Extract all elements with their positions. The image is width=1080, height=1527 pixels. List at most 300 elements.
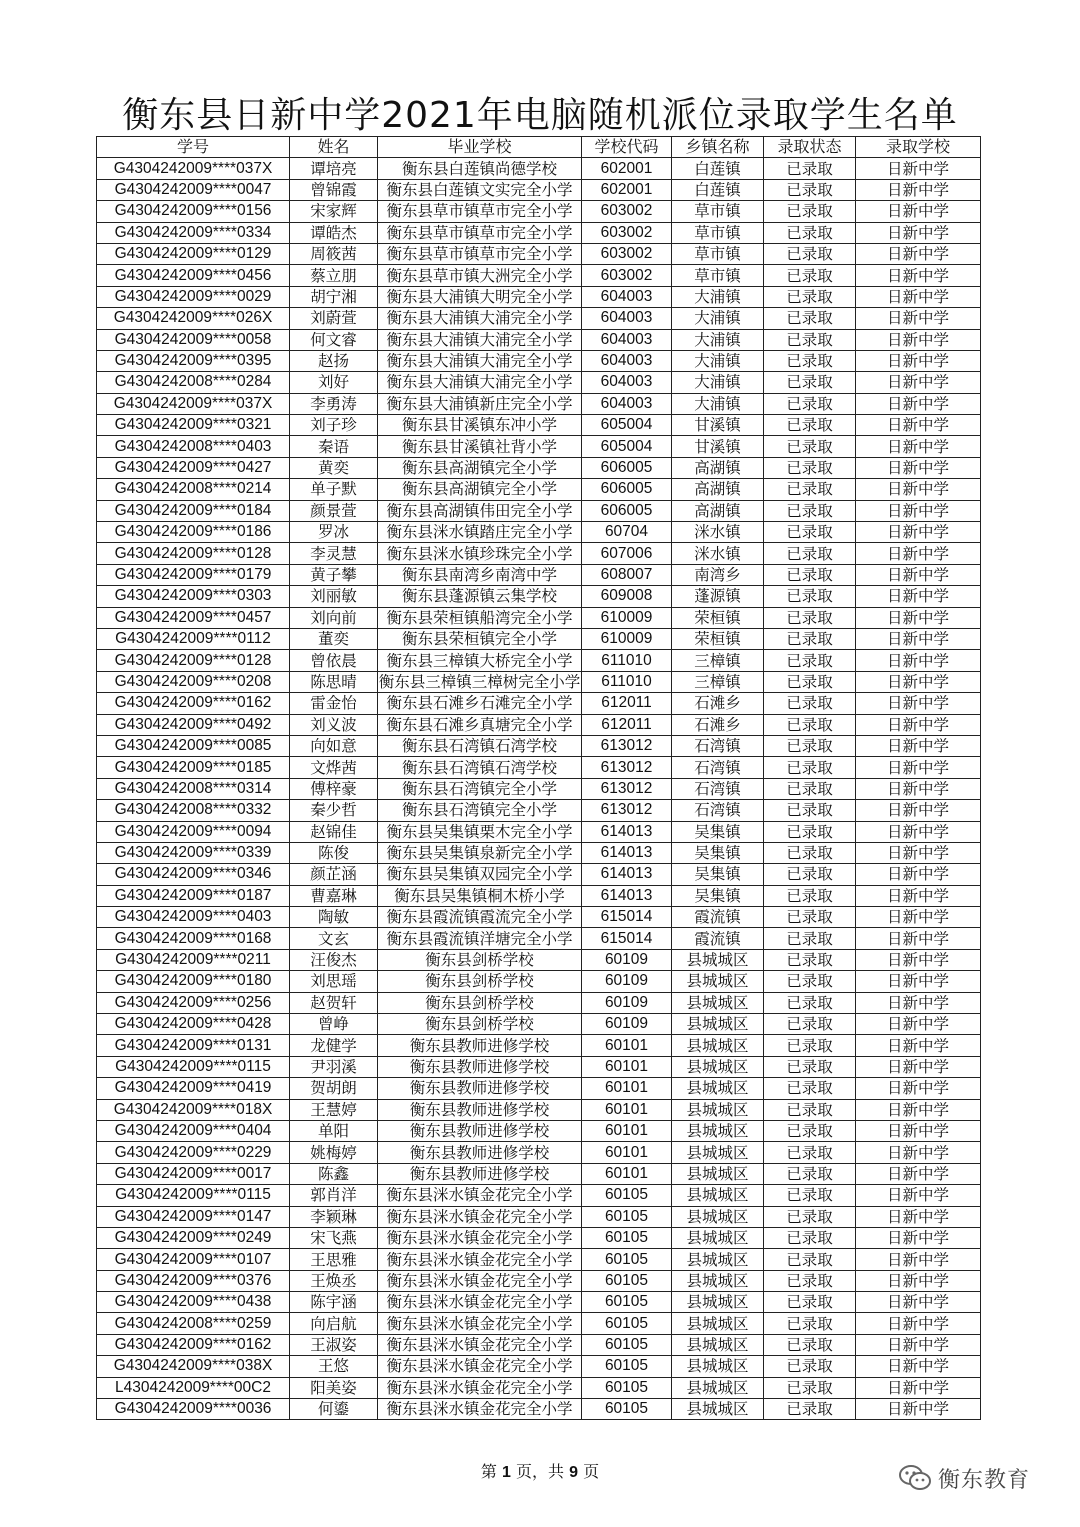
table-row <box>97 201 981 222</box>
table-body <box>97 158 981 1420</box>
admission-status-cell: 已录取 <box>764 1078 856 1099</box>
table-row <box>97 265 981 286</box>
town-cell: 县城城区 <box>672 1142 764 1163</box>
town-cell: 石湾镇 <box>672 735 764 756</box>
student-name-cell: 宋飞燕 <box>290 1227 378 1248</box>
school-code-cell: 611010 <box>582 671 672 692</box>
admitted-school-cell: 日新中学 <box>856 1313 981 1334</box>
admission-status-cell: 已录取 <box>764 500 856 521</box>
admitted-school-cell: 日新中学 <box>856 179 981 200</box>
graduation-school-cell: 衡东县洣水镇金花完全小学 <box>378 1399 582 1420</box>
table-row <box>97 650 981 671</box>
admitted-school-cell: 日新中学 <box>856 393 981 414</box>
student-name-cell: 何鎏 <box>290 1399 378 1420</box>
admission-status-cell: 已录取 <box>764 564 856 585</box>
graduation-school-cell: 衡东县洣水镇金花完全小学 <box>378 1185 582 1206</box>
town-cell: 县城城区 <box>672 992 764 1013</box>
admitted-school-cell: 日新中学 <box>856 1099 981 1120</box>
table-row <box>97 928 981 949</box>
student-name-cell: 刘向前 <box>290 607 378 628</box>
student-id-cell: G4304242009****0457 <box>97 607 290 628</box>
town-cell: 县城城区 <box>672 1249 764 1270</box>
school-code-cell: 604003 <box>582 329 672 350</box>
table-row <box>97 286 981 307</box>
admitted-school-cell: 日新中学 <box>856 265 981 286</box>
table-row <box>97 1056 981 1077</box>
footer-suffix: 页 <box>583 1462 600 1481</box>
table-row <box>97 800 981 821</box>
table-row <box>97 586 981 607</box>
school-code-cell: 60105 <box>582 1334 672 1355</box>
admission-status-cell: 已录取 <box>764 522 856 543</box>
student-name-cell: 陶敏 <box>290 907 378 928</box>
school-code-cell: 60109 <box>582 971 672 992</box>
table-header-row <box>97 137 981 158</box>
school-code-cell: 60105 <box>582 1227 672 1248</box>
school-code-cell: 614013 <box>582 885 672 906</box>
town-cell: 县城城区 <box>672 1185 764 1206</box>
student-id-cell: G4304242009****0334 <box>97 222 290 243</box>
graduation-school-cell: 衡东县吴集镇栗木完全小学 <box>378 821 582 842</box>
table-row <box>97 543 981 564</box>
admission-table <box>96 136 981 1420</box>
student-name-cell: 王悠 <box>290 1356 378 1377</box>
student-id-cell: G4304242009****0029 <box>97 286 290 307</box>
watermark-text: 衡东教育 <box>938 1467 1031 1493</box>
graduation-school-cell: 衡东县吴集镇双园完全小学 <box>378 864 582 885</box>
town-cell: 大浦镇 <box>672 350 764 371</box>
admission-status-cell: 已录取 <box>764 1334 856 1355</box>
admitted-school-cell: 日新中学 <box>856 1249 981 1270</box>
graduation-school-cell: 衡东县石湾镇完全小学 <box>378 778 582 799</box>
admitted-school-cell: 日新中学 <box>856 864 981 885</box>
table-row <box>97 1206 981 1227</box>
student-name-cell: 王焕丞 <box>290 1270 378 1291</box>
table-row <box>97 1163 981 1184</box>
admitted-school-cell: 日新中学 <box>856 1399 981 1420</box>
student-name-cell: 李勇涛 <box>290 393 378 414</box>
student-id-cell: G4304242009****0208 <box>97 671 290 692</box>
town-cell: 县城城区 <box>672 949 764 970</box>
student-id-cell: G4304242009****0492 <box>97 714 290 735</box>
admission-status-cell: 已录取 <box>764 308 856 329</box>
table-row <box>97 735 981 756</box>
student-id-cell: G4304242009****0438 <box>97 1292 290 1313</box>
admission-status-cell: 已录取 <box>764 329 856 350</box>
graduation-school-cell: 衡东县洣水镇金花完全小学 <box>378 1334 582 1355</box>
table-row <box>97 885 981 906</box>
graduation-school-cell: 衡东县石湾镇石湾学校 <box>378 757 582 778</box>
graduation-school-cell: 衡东县石湾镇完全小学 <box>378 800 582 821</box>
table-row <box>97 222 981 243</box>
student-id-cell: G4304242009****0185 <box>97 757 290 778</box>
admitted-school-cell: 日新中学 <box>856 1120 981 1141</box>
student-name-cell: 谭培亮 <box>290 158 378 179</box>
school-code-cell: 60109 <box>582 992 672 1013</box>
admission-status-cell: 已录取 <box>764 607 856 628</box>
school-code-cell: 604003 <box>582 350 672 371</box>
admission-status-cell: 已录取 <box>764 1292 856 1313</box>
student-name-cell: 曾锦霞 <box>290 179 378 200</box>
student-name-cell: 赵贺轩 <box>290 992 378 1013</box>
table-row <box>97 971 981 992</box>
graduation-school-cell: 衡东县三樟镇大桥完全小学 <box>378 650 582 671</box>
town-cell: 霞流镇 <box>672 928 764 949</box>
column-header: 乡镇名称 <box>672 137 764 158</box>
school-code-cell: 60101 <box>582 1035 672 1056</box>
town-cell: 县城城区 <box>672 971 764 992</box>
student-name-cell: 胡宁湘 <box>290 286 378 307</box>
student-id-cell: G4304242009****0376 <box>97 1270 290 1291</box>
table-row <box>97 457 981 478</box>
admitted-school-cell: 日新中学 <box>856 329 981 350</box>
school-code-cell: 610009 <box>582 607 672 628</box>
school-code-cell: 60704 <box>582 522 672 543</box>
admitted-school-cell: 日新中学 <box>856 286 981 307</box>
admission-status-cell: 已录取 <box>764 1313 856 1334</box>
admitted-school-cell: 日新中学 <box>856 1334 981 1355</box>
document-title: 衡东县日新中学2021年电脑随机派位录取学生名单 <box>122 95 958 136</box>
school-code-cell: 60105 <box>582 1399 672 1420</box>
student-name-cell: 刘好 <box>290 372 378 393</box>
town-cell: 高湖镇 <box>672 500 764 521</box>
town-cell: 三樟镇 <box>672 650 764 671</box>
graduation-school-cell: 衡东县草市镇草市完全小学 <box>378 201 582 222</box>
student-name-cell: 曾依晨 <box>290 650 378 671</box>
school-code-cell: 609008 <box>582 586 672 607</box>
admission-status-cell: 已录取 <box>764 1120 856 1141</box>
town-cell: 洣水镇 <box>672 522 764 543</box>
student-id-cell: G4304242009****0094 <box>97 821 290 842</box>
admission-status-cell: 已录取 <box>764 650 856 671</box>
admission-status-cell: 已录取 <box>764 757 856 778</box>
admission-status-cell: 已录取 <box>764 158 856 179</box>
student-id-cell: G4304242009****018X <box>97 1099 290 1120</box>
admission-status-cell: 已录取 <box>764 949 856 970</box>
student-name-cell: 曾峥 <box>290 1014 378 1035</box>
admitted-school-cell: 日新中学 <box>856 1163 981 1184</box>
school-code-cell: 603002 <box>582 265 672 286</box>
school-code-cell: 605004 <box>582 436 672 457</box>
town-cell: 草市镇 <box>672 222 764 243</box>
town-cell: 县城城区 <box>672 1035 764 1056</box>
school-code-cell: 605004 <box>582 415 672 436</box>
admitted-school-cell: 日新中学 <box>856 650 981 671</box>
student-id-cell: G4304242009****0256 <box>97 992 290 1013</box>
town-cell: 县城城区 <box>672 1313 764 1334</box>
graduation-school-cell: 衡东县教师进修学校 <box>378 1142 582 1163</box>
admission-status-cell: 已录取 <box>764 543 856 564</box>
footer-prefix: 第 <box>480 1462 497 1481</box>
school-code-cell: 613012 <box>582 735 672 756</box>
school-code-cell: 603002 <box>582 222 672 243</box>
graduation-school-cell: 衡东县石滩乡石滩完全小学 <box>378 693 582 714</box>
graduation-school-cell: 衡东县草市镇大洲完全小学 <box>378 265 582 286</box>
town-cell: 县城城区 <box>672 1163 764 1184</box>
school-code-cell: 60105 <box>582 1377 672 1398</box>
admitted-school-cell: 日新中学 <box>856 928 981 949</box>
graduation-school-cell: 衡东县教师进修学校 <box>378 1078 582 1099</box>
graduation-school-cell: 衡东县洣水镇金花完全小学 <box>378 1270 582 1291</box>
graduation-school-cell: 衡东县洣水镇踏庄完全小学 <box>378 522 582 543</box>
admitted-school-cell: 日新中学 <box>856 479 981 500</box>
admitted-school-cell: 日新中学 <box>856 436 981 457</box>
student-name-cell: 刘子珍 <box>290 415 378 436</box>
admission-status-cell: 已录取 <box>764 1035 856 1056</box>
graduation-school-cell: 衡东县洣水镇金花完全小学 <box>378 1313 582 1334</box>
graduation-school-cell: 衡东县剑桥学校 <box>378 1014 582 1035</box>
admitted-school-cell: 日新中学 <box>856 457 981 478</box>
student-name-cell: 陈宇涵 <box>290 1292 378 1313</box>
school-code-cell: 604003 <box>582 372 672 393</box>
graduation-school-cell: 衡东县南湾乡南湾中学 <box>378 564 582 585</box>
school-code-cell: 613012 <box>582 800 672 821</box>
admission-status-cell: 已录取 <box>764 1249 856 1270</box>
table-row <box>97 158 981 179</box>
town-cell: 高湖镇 <box>672 457 764 478</box>
admitted-school-cell: 日新中学 <box>856 308 981 329</box>
graduation-school-cell: 衡东县教师进修学校 <box>378 1120 582 1141</box>
graduation-school-cell: 衡东县教师进修学校 <box>378 1099 582 1120</box>
town-cell: 三樟镇 <box>672 671 764 692</box>
student-name-cell: 何文睿 <box>290 329 378 350</box>
student-name-cell: 刘蔚萱 <box>290 308 378 329</box>
student-id-cell: G4304242009****0107 <box>97 1249 290 1270</box>
school-code-cell: 603002 <box>582 201 672 222</box>
town-cell: 石湾镇 <box>672 800 764 821</box>
student-id-cell: G4304242009****0129 <box>97 243 290 264</box>
student-id-cell: G4304242009****0321 <box>97 415 290 436</box>
student-name-cell: 文玄 <box>290 928 378 949</box>
table-row <box>97 757 981 778</box>
town-cell: 荣桓镇 <box>672 628 764 649</box>
student-id-cell: G4304242009****0187 <box>97 885 290 906</box>
student-id-cell: G4304242009****0403 <box>97 907 290 928</box>
town-cell: 县城城区 <box>672 1206 764 1227</box>
table-row <box>97 1334 981 1355</box>
student-id-cell: G4304242009****0339 <box>97 842 290 863</box>
admission-status-cell: 已录取 <box>764 1056 856 1077</box>
admitted-school-cell: 日新中学 <box>856 1356 981 1377</box>
admission-status-cell: 已录取 <box>764 693 856 714</box>
admission-status-cell: 已录取 <box>764 201 856 222</box>
table-row <box>97 436 981 457</box>
admitted-school-cell: 日新中学 <box>856 1227 981 1248</box>
table-row <box>97 1099 981 1120</box>
graduation-school-cell: 衡东县洣水镇金花完全小学 <box>378 1227 582 1248</box>
admission-status-cell: 已录取 <box>764 1099 856 1120</box>
student-id-cell: G4304242009****0115 <box>97 1185 290 1206</box>
student-id-cell: G4304242008****0214 <box>97 479 290 500</box>
student-id-cell: G4304242009****0419 <box>97 1078 290 1099</box>
town-cell: 草市镇 <box>672 265 764 286</box>
graduation-school-cell: 衡东县吴集镇桐木桥小学 <box>378 885 582 906</box>
graduation-school-cell: 衡东县大浦镇大浦完全小学 <box>378 308 582 329</box>
table-row <box>97 949 981 970</box>
town-cell: 甘溪镇 <box>672 415 764 436</box>
student-id-cell: G4304242009****0058 <box>97 329 290 350</box>
town-cell: 县城城区 <box>672 1227 764 1248</box>
town-cell: 县城城区 <box>672 1078 764 1099</box>
student-id-cell: G4304242009****0395 <box>97 350 290 371</box>
admission-status-cell: 已录取 <box>764 714 856 735</box>
student-id-cell: G4304242009****0186 <box>97 522 290 543</box>
admitted-school-cell: 日新中学 <box>856 778 981 799</box>
student-name-cell: 傅梓豪 <box>290 778 378 799</box>
student-id-cell: G4304242008****0332 <box>97 800 290 821</box>
admitted-school-cell: 日新中学 <box>856 522 981 543</box>
admission-status-cell: 已录取 <box>764 971 856 992</box>
admitted-school-cell: 日新中学 <box>856 735 981 756</box>
table-row <box>97 693 981 714</box>
graduation-school-cell: 衡东县白莲镇尚德学校 <box>378 158 582 179</box>
school-code-cell: 60101 <box>582 1142 672 1163</box>
town-cell: 县城城区 <box>672 1056 764 1077</box>
school-code-cell: 604003 <box>582 308 672 329</box>
admitted-school-cell: 日新中学 <box>856 350 981 371</box>
student-id-cell: G4304242009****0303 <box>97 586 290 607</box>
table-row <box>97 1270 981 1291</box>
table-row <box>97 1399 981 1420</box>
student-id-cell: G4304242008****0403 <box>97 436 290 457</box>
school-code-cell: 60101 <box>582 1163 672 1184</box>
student-name-cell: 陈俊 <box>290 842 378 863</box>
admission-status-cell: 已录取 <box>764 928 856 949</box>
table-row <box>97 842 981 863</box>
graduation-school-cell: 衡东县教师进修学校 <box>378 1035 582 1056</box>
admission-status-cell: 已录取 <box>764 1206 856 1227</box>
school-code-cell: 615014 <box>582 907 672 928</box>
table-row <box>97 564 981 585</box>
admitted-school-cell: 日新中学 <box>856 1014 981 1035</box>
student-id-cell: G4304242009****0180 <box>97 971 290 992</box>
school-code-cell: 60109 <box>582 1014 672 1035</box>
table-row <box>97 350 981 371</box>
town-cell: 县城城区 <box>672 1099 764 1120</box>
admission-status-cell: 已录取 <box>764 885 856 906</box>
admitted-school-cell: 日新中学 <box>856 693 981 714</box>
school-code-cell: 611010 <box>582 650 672 671</box>
wechat-icon <box>898 1463 932 1493</box>
admitted-school-cell: 日新中学 <box>856 243 981 264</box>
admission-status-cell: 已录取 <box>764 1356 856 1377</box>
student-name-cell: 董奕 <box>290 628 378 649</box>
admitted-school-cell: 日新中学 <box>856 1056 981 1077</box>
student-name-cell: 赵扬 <box>290 350 378 371</box>
school-code-cell: 602001 <box>582 158 672 179</box>
student-name-cell: 宋家辉 <box>290 201 378 222</box>
school-code-cell: 614013 <box>582 864 672 885</box>
student-name-cell: 姚梅婷 <box>290 1142 378 1163</box>
school-code-cell: 614013 <box>582 842 672 863</box>
town-cell: 石滩乡 <box>672 714 764 735</box>
admission-status-cell: 已录取 <box>764 778 856 799</box>
admission-status-cell: 已录取 <box>764 1227 856 1248</box>
graduation-school-cell: 衡东县大浦镇新庄完全小学 <box>378 393 582 414</box>
table-row <box>97 1227 981 1248</box>
town-cell: 石湾镇 <box>672 778 764 799</box>
admitted-school-cell: 日新中学 <box>856 564 981 585</box>
admitted-school-cell: 日新中学 <box>856 586 981 607</box>
admitted-school-cell: 日新中学 <box>856 1292 981 1313</box>
school-code-cell: 60101 <box>582 1099 672 1120</box>
graduation-school-cell: 衡东县三樟镇三樟树完全小学 <box>378 672 581 691</box>
student-name-cell: 单子默 <box>290 479 378 500</box>
table-row <box>97 671 981 692</box>
student-id-cell: G4304242009****0184 <box>97 500 290 521</box>
admission-status-cell: 已录取 <box>764 436 856 457</box>
student-id-cell: G4304242009****0112 <box>97 628 290 649</box>
admission-status-cell: 已录取 <box>764 243 856 264</box>
student-id-cell: G4304242009****038X <box>97 1356 290 1377</box>
school-code-cell: 602001 <box>582 179 672 200</box>
town-cell: 大浦镇 <box>672 393 764 414</box>
student-id-cell: G4304242009****0427 <box>97 457 290 478</box>
admitted-school-cell: 日新中学 <box>856 885 981 906</box>
school-code-cell: 615014 <box>582 928 672 949</box>
admission-status-cell: 已录取 <box>764 992 856 1013</box>
school-code-cell: 606005 <box>582 457 672 478</box>
admitted-school-cell: 日新中学 <box>856 907 981 928</box>
student-name-cell: 汪俊杰 <box>290 949 378 970</box>
table-row <box>97 1377 981 1398</box>
table-row <box>97 1185 981 1206</box>
student-name-cell: 颜芷涵 <box>290 864 378 885</box>
student-id-cell: G4304242009****0131 <box>97 1035 290 1056</box>
student-id-cell: G4304242009****0404 <box>97 1120 290 1141</box>
student-id-cell: G4304242009****0017 <box>97 1163 290 1184</box>
student-name-cell: 阳美姿 <box>290 1377 378 1398</box>
graduation-school-cell: 衡东县霞流镇霞流完全小学 <box>378 907 582 928</box>
student-id-cell: G4304242009****0085 <box>97 735 290 756</box>
graduation-school-cell: 衡东县荣桓镇完全小学 <box>378 628 582 649</box>
admission-status-cell: 已录取 <box>764 1163 856 1184</box>
table-row <box>97 821 981 842</box>
student-id-cell: G4304242009****0147 <box>97 1206 290 1227</box>
student-id-cell: L4304242009****00C2 <box>97 1377 290 1398</box>
student-name-cell: 周筱茜 <box>290 243 378 264</box>
student-id-cell: G4304242009****0162 <box>97 1334 290 1355</box>
table-row <box>97 1035 981 1056</box>
town-cell: 大浦镇 <box>672 329 764 350</box>
admission-status-cell: 已录取 <box>764 415 856 436</box>
school-code-cell: 614013 <box>582 821 672 842</box>
table-row <box>97 1120 981 1141</box>
town-cell: 白莲镇 <box>672 158 764 179</box>
student-name-cell: 黄子攀 <box>290 564 378 585</box>
town-cell: 大浦镇 <box>672 372 764 393</box>
graduation-school-cell: 衡东县高湖镇完全小学 <box>378 479 582 500</box>
student-name-cell: 罗冰 <box>290 522 378 543</box>
admitted-school-cell: 日新中学 <box>856 949 981 970</box>
admission-status-cell: 已录取 <box>764 671 856 692</box>
student-id-cell: G4304242009****0229 <box>97 1142 290 1163</box>
town-cell: 吴集镇 <box>672 821 764 842</box>
admitted-school-cell: 日新中学 <box>856 1078 981 1099</box>
student-name-cell: 蔡立朋 <box>290 265 378 286</box>
table-row <box>97 479 981 500</box>
admission-status-cell: 已录取 <box>764 222 856 243</box>
admitted-school-cell: 日新中学 <box>856 415 981 436</box>
graduation-school-cell: 衡东县石滩乡真塘完全小学 <box>378 714 582 735</box>
school-code-cell: 60105 <box>582 1206 672 1227</box>
student-name-cell: 曹嘉琳 <box>290 885 378 906</box>
student-name-cell: 黄奕 <box>290 457 378 478</box>
school-code-cell: 60105 <box>582 1292 672 1313</box>
school-code-cell: 610009 <box>582 628 672 649</box>
admission-status-cell: 已录取 <box>764 821 856 842</box>
graduation-school-cell: 衡东县教师进修学校 <box>378 1056 582 1077</box>
